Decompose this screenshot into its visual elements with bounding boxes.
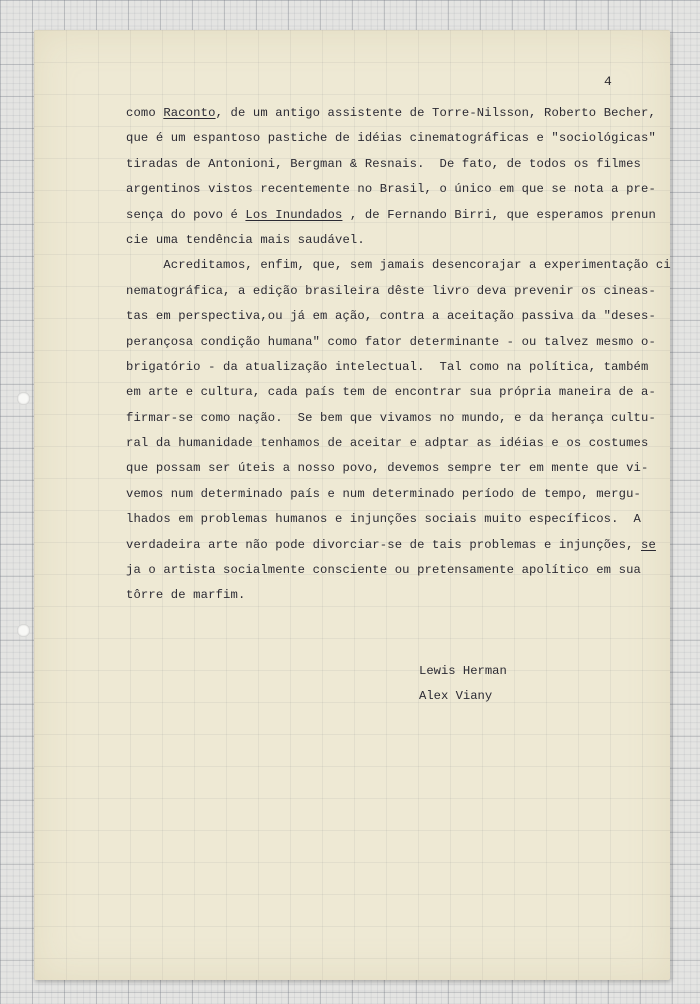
text-line [126,583,686,608]
text-segment: tiradas de Antonioni, Bergman & Resnais. De fato, de todos os filmes [126,156,641,171]
signature-lewis-herman: Lewis Herman [419,664,507,678]
text-line [126,431,686,456]
text-segment: tas em perspectiva,ou já em ação, contra a aceitação passiva da "deses- [126,309,656,324]
underlined-text: Raconto [163,106,216,120]
text-line [126,533,686,558]
text-segment: perançosa condição humana" como fator determinante - ou talvez mesmo o- [126,334,656,349]
text-line [126,456,686,481]
text-line [126,152,686,177]
text-segment: brigatório - da atualização intelectual. Tal como na política, também [126,359,649,374]
text-segment: em arte e cultura, cada país tem de encontrar sua própria maneira de a- [126,385,656,400]
underlined-text: Los Inundados [245,207,343,222]
text-segment: , de Fernando Birri, que esperamos prenun [342,207,656,222]
binder-hole [17,624,30,637]
text-segment: que é um espantoso pastiche de idéias cinematográficas e "sociológicas" [126,131,656,146]
text-line [126,558,686,583]
text-segment: , de um antigo assistente de Torre-Nilsson, Roberto Becher, [215,106,656,120]
text-line [126,279,686,304]
text-segment: nematográfica, a edição brasileira dêste livro deva prevenir os cineas- [126,283,656,298]
text-line [126,126,686,151]
text-segment: vemos num determinado país e num determinado período de tempo, mergu- [126,486,641,501]
text-segment: Acreditamos, enfim, que, sem jamais desencorajar a experimentação ci [126,258,671,273]
text-line [126,380,686,405]
document-page [34,30,670,980]
text-line [126,507,686,532]
text-segment: argentinos vistos recentemente no Brasil, o único em que se nota a pre- [126,182,656,197]
text-line [126,203,686,228]
text-segment: tôrre de marfim. [126,588,246,603]
text-line [126,355,686,380]
signature-alex-viany: Alex Viany [419,689,493,703]
text-segment: como [126,106,164,120]
text-segment: verdadeira arte não pode divorciar-se de tais problemas e injunções, [126,537,641,552]
underlined-text: se [641,537,656,552]
text-line [126,253,686,278]
text-segment: ral da humanidade tenhamos de aceitar e adptar as idéias e os costumes [126,436,649,451]
text-segment: firmar-se como nação. Se bem que vivamos no mundo, e da herança cultu- [126,410,656,425]
text-line [126,330,686,355]
text-line [126,177,686,202]
body-text [126,101,686,609]
text-segment: ja o artista socialmente consciente ou pretensamente apolítico em sua [126,563,641,578]
text-segment: lhados em problemas humanos e injunções sociais muito específicos. A [126,512,641,527]
binder-hole [17,392,30,405]
text-segment: sença do povo é [126,207,246,222]
text-line [126,101,686,126]
text-line [126,228,686,253]
text-line [126,482,686,507]
text-line [126,304,686,329]
page-number: 4 [604,74,612,89]
text-segment: cie uma tendência mais saudável. [126,232,365,247]
text-segment: que possam ser úteis a nosso povo, devemos sempre ter em mente que vi- [126,461,649,476]
text-line [126,406,686,431]
